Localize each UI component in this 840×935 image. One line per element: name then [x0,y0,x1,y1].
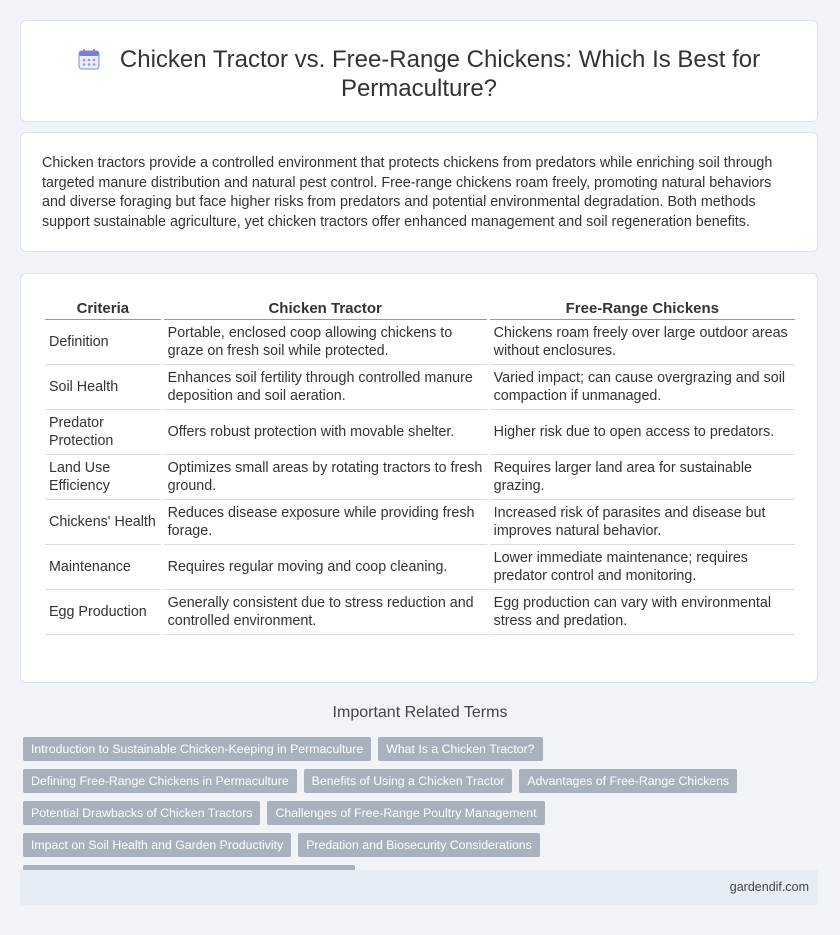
criteria-cell: Soil Health [45,365,161,410]
table-header-row [45,297,795,320]
comparison-table [42,297,798,635]
free-range-cell: Egg production can vary with environmental stress and predation. [490,590,795,635]
site-link[interactable]: gardendif.com [729,880,809,894]
table-row [45,410,795,455]
free-range-cell: Increased risk of parasites and disease but improves natural behavior. [490,500,795,545]
related-tag[interactable]: Advantages of Free-Range Chickens [519,769,737,793]
title-card [20,20,818,122]
related-tag[interactable]: Potential Drawbacks of Chicken Tractors [23,801,260,825]
header-free-range: Free-Range Chickens [490,297,795,320]
table-row [45,320,795,365]
free-range-cell: Lower immediate maintenance; requires predator control and monitoring. [490,545,795,590]
chicken-tractor-cell: Enhances soil fertility through controlled manure deposition and soil aeration. [164,365,487,410]
chicken-tractor-cell: Generally consistent due to stress reduction and controlled environment. [164,590,487,635]
free-range-cell: Requires larger land area for sustainable grazing. [490,455,795,500]
related-terms-heading: Important Related Terms [332,704,508,721]
chicken-tractor-cell: Optimizes small areas by rotating tractors to fresh ground. [164,455,487,500]
criteria-cell: Land Use Efficiency [45,455,161,500]
calendar-icon [78,48,100,70]
intro-paragraph: Chicken tractors provide a controlled environment that protects chickens from predators while enriching soil through targeted manure distribution and natural pest control. Free-range chickens roam freely, promoting natural behaviors and diverse foraging but face higher risks from predators and potential environmental degradation. Both methods support sustainable agriculture, yet chicken tractors offer enhanced management and soil regeneration benefits. [42,155,773,230]
related-tag[interactable]: Challenges of Free-Range Poultry Management [267,801,544,825]
criteria-cell: Chickens' Health [45,500,161,545]
header-criteria: Criteria [45,297,161,320]
related-tag[interactable]: Introduction to Sustainable Chicken-Keeping in Permaculture [23,737,371,761]
related-tag[interactable]: Predation and Biosecurity Considerations [298,833,540,857]
title-text: Chicken Tractor vs. Free-Range Chickens: Which Is Best for Permaculture? [119,46,761,102]
footer [20,870,818,905]
table-row [45,365,795,410]
comparison-card [20,273,818,683]
chicken-tractor-cell: Reduces disease exposure while providing fresh forage. [164,500,487,545]
header-chicken-tractor: Chicken Tractor [164,297,487,320]
chicken-tractor-cell: Offers robust protection with movable shelter. [164,410,487,455]
intro-card [20,132,818,252]
criteria-cell: Maintenance [45,545,161,590]
related-tag[interactable]: What Is a Chicken Tractor? [378,737,542,761]
related-tag[interactable]: Impact on Soil Health and Garden Productivity [23,833,291,857]
criteria-cell: Egg Production [45,590,161,635]
table-row [45,545,795,590]
criteria-cell: Predator Protection [45,410,161,455]
criteria-cell: Definition [45,320,161,365]
related-tag[interactable]: Benefits of Using a Chicken Tractor [304,769,513,793]
free-range-cell: Varied impact; can cause overgrazing and soil compaction if unmanaged. [490,365,795,410]
related-terms-list [23,737,803,889]
free-range-cell: Higher risk due to open access to predators. [490,410,795,455]
table-row [45,500,795,545]
table-row [45,590,795,635]
chicken-tractor-cell: Portable, enclosed coop allowing chickens to graze on fresh soil while protected. [164,320,487,365]
chicken-tractor-cell: Requires regular moving and coop cleaning. [164,545,487,590]
table-row [45,455,795,500]
free-range-cell: Chickens roam freely over large outdoor areas without enclosures. [490,320,795,365]
page-title [21,45,817,103]
related-tag[interactable]: Defining Free-Range Chickens in Permaculture [23,769,297,793]
